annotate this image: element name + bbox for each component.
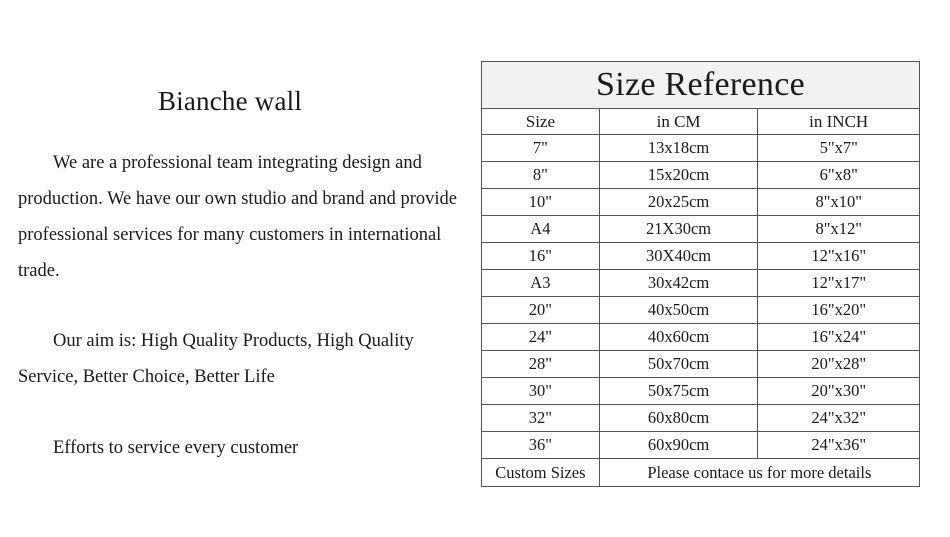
table-row <box>482 378 920 405</box>
cm-cell: 50x75cm <box>599 378 758 405</box>
inch-cell: 20"x28" <box>758 351 920 378</box>
size-cell: 16" <box>482 243 600 270</box>
table-row <box>482 189 920 216</box>
inch-cell: 5"x7" <box>758 135 920 162</box>
table-row <box>482 405 920 432</box>
intro-paragraph: We are a professional team integrating design and production. We have our own studio and brand and provide professional services for many customers in international trade. <box>18 153 457 281</box>
cm-cell: 15x20cm <box>599 162 758 189</box>
custom-sizes-row <box>482 459 920 487</box>
brand-description-panel <box>0 0 465 537</box>
size-cell: 20" <box>482 297 600 324</box>
size-cell: 8" <box>482 162 600 189</box>
table-title-row <box>482 62 920 109</box>
custom-sizes-label: Custom Sizes <box>482 459 600 487</box>
custom-sizes-note: Please contace us for more details <box>599 459 919 487</box>
cm-cell: 40x60cm <box>599 324 758 351</box>
inch-cell: 24"x32" <box>758 405 920 432</box>
table-header-row <box>482 109 920 135</box>
cm-cell: 21X30cm <box>599 216 758 243</box>
table-title: Size Reference <box>482 62 920 109</box>
size-cell: 28" <box>482 351 600 378</box>
size-cell: 7" <box>482 135 600 162</box>
size-cell: 30" <box>482 378 600 405</box>
cm-cell: 60x90cm <box>599 432 758 459</box>
cm-cell: 60x80cm <box>599 405 758 432</box>
cm-cell: 30x42cm <box>599 270 758 297</box>
inch-cell: 8"x10" <box>758 189 920 216</box>
table-row <box>482 135 920 162</box>
aim-paragraph: Our aim is: High Quality Products, High Quality Service, Better Choice, Better Life <box>18 331 414 387</box>
inch-cell: 8"x12" <box>758 216 920 243</box>
table-row <box>482 324 920 351</box>
table-row <box>482 270 920 297</box>
size-cell: 24" <box>482 324 600 351</box>
service-paragraph: Efforts to service every customer <box>53 438 299 458</box>
table-row <box>482 162 920 189</box>
size-reference-panel <box>481 61 920 487</box>
inch-cell: 12"x16" <box>758 243 920 270</box>
table-row <box>482 297 920 324</box>
inch-cell: 16"x20" <box>758 297 920 324</box>
table-row <box>482 432 920 459</box>
header-inch: in INCH <box>758 109 920 135</box>
inch-cell: 16"x24" <box>758 324 920 351</box>
size-cell: 10" <box>482 189 600 216</box>
size-cell: A4 <box>482 216 600 243</box>
brand-title: Bianche wall <box>157 86 303 116</box>
cm-cell: 30X40cm <box>599 243 758 270</box>
inch-cell: 12"x17" <box>758 270 920 297</box>
header-size: Size <box>482 109 600 135</box>
cm-cell: 20x25cm <box>599 189 758 216</box>
table-row <box>482 216 920 243</box>
table-row <box>482 243 920 270</box>
inch-cell: 6"x8" <box>758 162 920 189</box>
inch-cell: 24"x36" <box>758 432 920 459</box>
table-row <box>482 351 920 378</box>
cm-cell: 40x50cm <box>599 297 758 324</box>
header-cm: in CM <box>599 109 758 135</box>
cm-cell: 50x70cm <box>599 351 758 378</box>
inch-cell: 20"x30" <box>758 378 920 405</box>
size-reference-table <box>481 61 920 487</box>
size-cell: A3 <box>482 270 600 297</box>
cm-cell: 13x18cm <box>599 135 758 162</box>
size-cell: 32" <box>482 405 600 432</box>
size-cell: 36" <box>482 432 600 459</box>
